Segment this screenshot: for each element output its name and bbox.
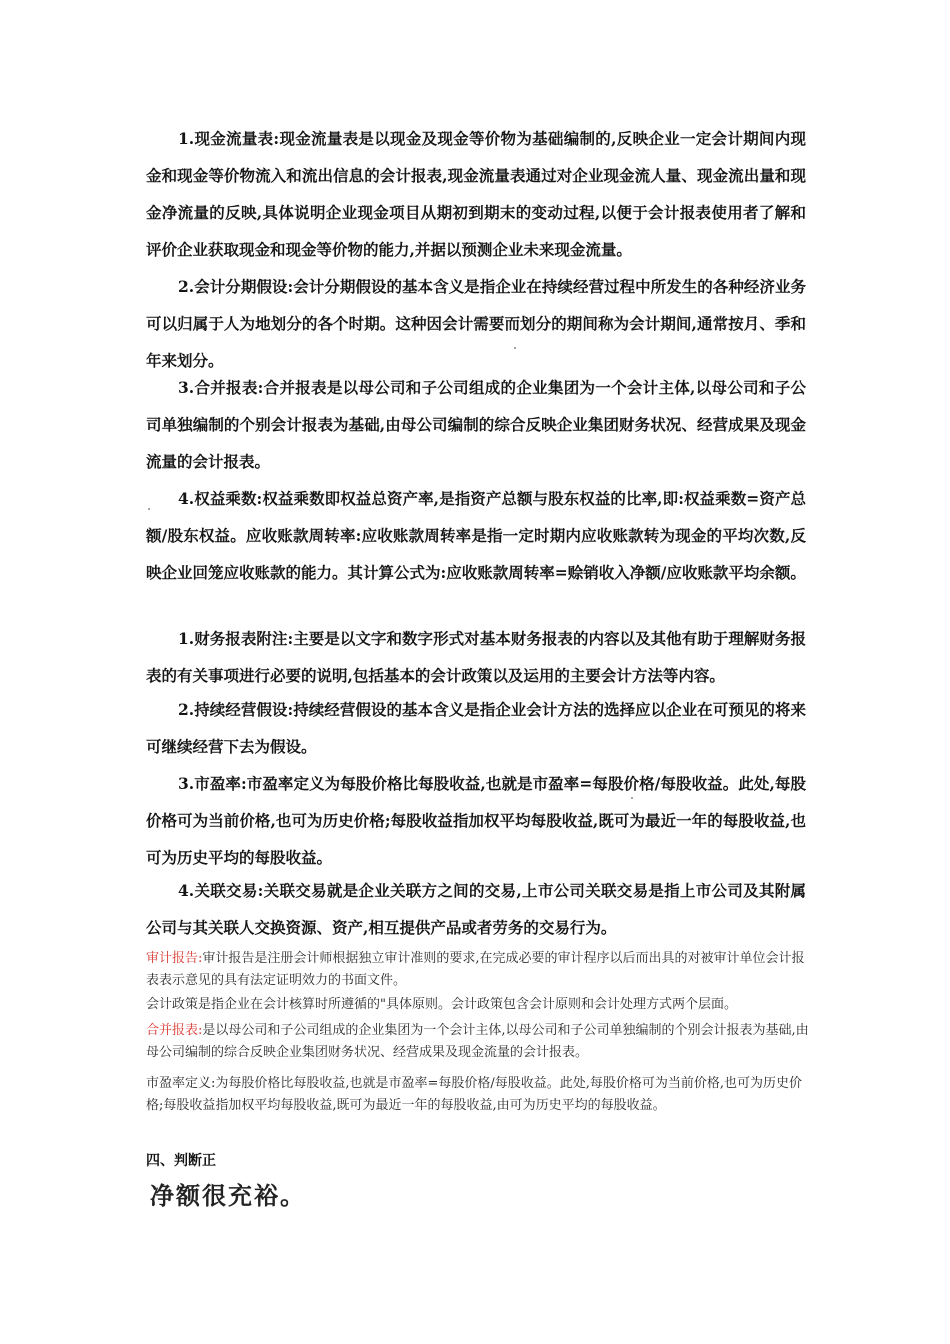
definition-related-party-transaction: 4.关联交易:关联交易就是企业关联方之间的交易,上市公司关联交易是指上市公司及其附属公司与其关联人交换资源、资产,相互提供产品或者劳务的交易行为。 <box>146 881 806 937</box>
note-lead: 合并报表: <box>146 1023 203 1038</box>
scan-speck <box>148 508 150 510</box>
note-audit-report: 审计报告:审计报告是注册会计师根据独立审计准则的要求,在完成必要的审计程序以后而出具的对被审计单位会计报表表示意见的具有法定证明效力的书面文件。 <box>146 951 805 988</box>
note-accounting-policy: 会计政策是指企业在会计核算时所遵循的"具体原则。会计政策包含会计原则和会计处理方式两个层面。 <box>146 997 737 1012</box>
definition-consolidated-statements: 3.合并报表:合并报表是以母公司和子公司组成的企业集团为一个会计主体,以母公司和子公司单独编制的个别会计报表为基础,由母公司编制的综合反映企业集团财务状况、经营成果及现金流量的会计报表。 <box>146 378 806 471</box>
definition-going-concern-assumption: 2.持续经营假设:持续经营假设的基本含义是指企业会计方法的选择应以企业在可预见的将来可继续经营下去为假设。 <box>146 700 806 756</box>
section-heading: 四、判断正 <box>146 1153 216 1169</box>
definition-equity-multiplier: 4.权益乘数:权益乘数即权益总资产率,是指资产总额与股东权益的比率,即:权益乘数=资产总额/股东权益。应收账款周转率:应收账款周转率是指一定时期内应收账款转为现金的平均次数,反映企业回笼应收账款的能力。其计算公式为:应收账款周转率=赊销收入净额/应收账款平均余额。 <box>146 489 806 582</box>
definition-financial-statement-notes: 1.财务报表附注:主要是以文字和数字形式对基本财务报表的内容以及其他有助于理解财务报表的有关事项进行必要的说明,包括基本的会计政策以及运用的主要会计方法等内容。 <box>146 629 806 685</box>
note-pe-ratio: 市盈率定义:为每股价格比每股收益,也就是市盈率=每股价格/每股收益。此处,每股价格可为当前价格,也可为历史价格;每股收益指加权平均每股收益,既可为最近一年的每股收益,由可为历史平均的每股收益。 <box>146 1076 803 1113</box>
definition-cash-flow-statement: 1.现金流量表:现金流量表是以现金及现金等价物为基础编制的,反映企业一定会计期间内现金和现金等价物流入和流出信息的会计报表,现金流量表通过对企业现金流人量、现金流出量和现金净流量的反映,具体说明企业现金项目从期初到期末的变动过程,以便于会计报表使用者了解和评价企业获取现金和现金等价物的能力,并据以预测企业未来现金流量。 <box>146 129 806 259</box>
definition-pe-ratio: 3.市盈率:市盈率定义为每股价格比每股收益,也就是市盈率=每股价格/每股收益。此处,每股价格可为当前价格,也可为历史价格;每股收益指加权平均每股收益,既可为最近一年的每股收益,也可为历史平均的每股收益。 <box>146 774 806 867</box>
definition-accounting-period-assumption: 2.会计分期假设:会计分期假设的基本含义是指企业在持续经营过程中所发生的各种经济业务可以归属于人为地划分的各个时期。这种因会计需要而划分的期间称为会计期间,通常按月、季和年来划分。 <box>146 277 806 370</box>
note-consolidated-statements: 合并报表:是以母公司和子公司组成的企业集团为一个会计主体,以母公司和子公司单独编制的个别会计报表为基础,由母公司编制的综合反映企业集团财务状况、经营成果及现金流量的会计报表。 <box>146 1023 809 1060</box>
scan-speck <box>514 347 516 349</box>
note-lead: 审计报告: <box>146 951 203 966</box>
scanned-fragment: 净额很充裕。 <box>150 1181 306 1210</box>
scan-speck <box>631 797 633 799</box>
